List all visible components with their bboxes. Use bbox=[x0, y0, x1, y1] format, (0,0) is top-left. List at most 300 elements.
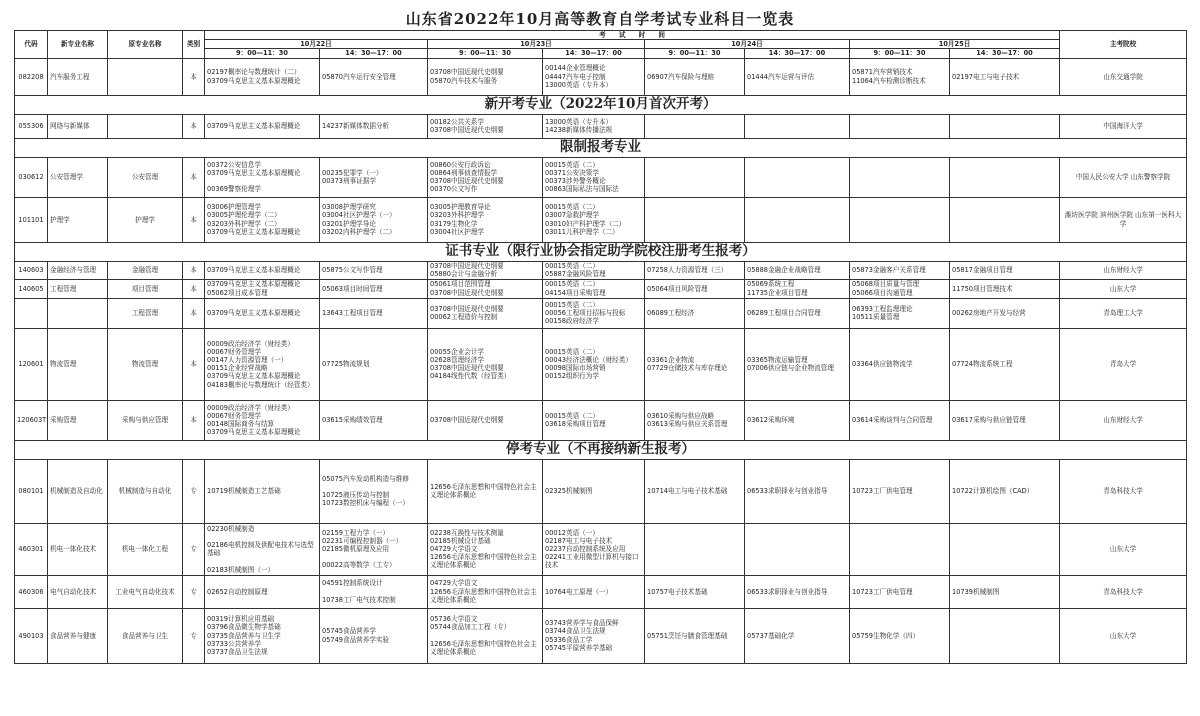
course-entry: 00147人力资源管理（一） bbox=[207, 355, 288, 364]
exam-slot-cell bbox=[850, 575, 950, 608]
exam-slot-cell bbox=[543, 58, 645, 95]
course-entry: 13643工程项目管理 bbox=[322, 309, 383, 317]
course-entry: 03361企业物流 bbox=[647, 355, 695, 364]
major-level: 本 bbox=[183, 298, 205, 328]
course-entry: 00009政治经济学（财经类） bbox=[207, 403, 294, 412]
course-entry: 02241工业用微型计算机与接口技术 bbox=[545, 553, 639, 570]
old-major-name: 物流管理 bbox=[108, 328, 183, 400]
course-entry: 05737基础化学 bbox=[747, 631, 795, 640]
course-entry: 04729大学语文 bbox=[430, 579, 478, 588]
course-entry: 03203外科护理学（二） bbox=[207, 219, 281, 228]
course-entry: 00864刑事侦查情报学 bbox=[430, 168, 498, 177]
course-entry: 03708中国近现代史纲要 bbox=[430, 177, 504, 186]
course-entry: 03179生物化学 bbox=[430, 219, 478, 228]
course-entry: 04183概率论与数理统计（经管类） bbox=[207, 380, 314, 389]
course-entry: 03708中国近现代史纲要 bbox=[430, 288, 504, 297]
course-entry: 03011儿科护理学（二） bbox=[545, 227, 619, 236]
exam-slot-cell bbox=[850, 197, 950, 242]
course-entry: 03618采购项目管理 bbox=[545, 420, 606, 429]
host-school: 中国人民公安大学 山东警察学院 bbox=[1060, 157, 1187, 197]
course-entry: 00369警察伦理学 bbox=[207, 185, 261, 194]
course-entry: 00015英语（二） bbox=[545, 280, 599, 289]
course-entry: 05749食品营养学实验 bbox=[322, 635, 390, 644]
course-entry: 03743营养学与食品保鲜 bbox=[545, 619, 619, 628]
exam-slot-cell bbox=[850, 58, 950, 95]
header-old-major: 原专业名称 bbox=[108, 31, 183, 59]
course-entry: 00262房地产开发与经营 bbox=[952, 309, 1026, 317]
header-slot: 14：30—17：00 bbox=[950, 49, 1060, 58]
course-entry: 00370公文写作 bbox=[430, 185, 478, 194]
exam-slot-cell bbox=[745, 459, 850, 523]
course-entry: 05068项目质量与管理 bbox=[852, 280, 920, 289]
course-entry: 03796食品微生物学基础 bbox=[207, 623, 281, 632]
exam-slot-cell bbox=[950, 608, 1060, 663]
course-entry: 02325机械制图 bbox=[545, 487, 593, 495]
exam-slot-cell bbox=[645, 575, 745, 608]
table-row bbox=[15, 197, 1187, 242]
exam-slot-cell bbox=[320, 58, 428, 95]
course-entry: 02183机械制图（一） bbox=[207, 565, 275, 574]
major-level: 本 bbox=[183, 157, 205, 197]
exam-slot-cell bbox=[205, 114, 320, 138]
course-entry: 05871汽车营销技术 bbox=[852, 68, 913, 77]
course-entry: 00015英语（二） bbox=[545, 160, 599, 169]
exam-slot-cell bbox=[950, 197, 1060, 242]
exam-slot-cell bbox=[745, 261, 850, 279]
exam-slot-cell bbox=[850, 298, 950, 328]
old-major-name: 金融管理 bbox=[108, 261, 183, 279]
course-entry: 00860公安行政诉讼 bbox=[430, 160, 491, 169]
course-entry: 02652自动控制原理 bbox=[207, 587, 268, 596]
exam-slot-cell bbox=[205, 328, 320, 400]
new-major-name: 金融经济与管理 bbox=[48, 261, 108, 279]
course-entry: 03708中国近现代史纲要 bbox=[430, 126, 504, 135]
exam-slot-cell bbox=[428, 400, 543, 440]
exam-slot-cell bbox=[850, 328, 950, 400]
course-entry: 02231可编程控制器（一） bbox=[322, 536, 403, 545]
course-entry: 13000英语（专升本） bbox=[545, 117, 613, 126]
course-entry: 00015英语（二） bbox=[545, 300, 599, 309]
old-major-name bbox=[108, 114, 183, 138]
host-school: 青岛大学 bbox=[1060, 328, 1187, 400]
course-entry: 10719机械制造工艺基础 bbox=[207, 487, 281, 495]
header-slot: 14：30—17：00 bbox=[745, 49, 850, 58]
major-level: 专 bbox=[183, 523, 205, 575]
header-date: 10月25日 bbox=[850, 40, 1060, 49]
major-code: 140605 bbox=[15, 279, 48, 298]
course-entry: 05061项目范围管理 bbox=[430, 280, 491, 289]
course-entry: 00863国际私法与国际法 bbox=[545, 185, 619, 194]
major-code: 140603 bbox=[15, 261, 48, 279]
course-entry: 03004社区护理学（一） bbox=[322, 211, 396, 220]
exam-slot-cell bbox=[320, 459, 428, 523]
course-entry: 10714电工与电子技术基础 bbox=[647, 487, 728, 495]
exam-slot-cell bbox=[543, 608, 645, 663]
exam-slot-cell bbox=[543, 261, 645, 279]
exam-slot-cell bbox=[850, 523, 950, 575]
exam-slot-cell bbox=[428, 157, 543, 197]
course-entry: 06393工程监理理论 bbox=[852, 304, 913, 313]
course-entry: 03708中国近现代史纲要 bbox=[430, 68, 504, 77]
exam-slot-cell bbox=[205, 197, 320, 242]
exam-slot-cell bbox=[850, 261, 950, 279]
header-school: 主考院校 bbox=[1060, 31, 1187, 59]
course-entry: 05745食品营养学 bbox=[322, 627, 376, 636]
host-school: 山东交通学院 bbox=[1060, 58, 1187, 95]
header-slot: 14：30—17：00 bbox=[543, 49, 645, 58]
new-major-name: 护理学 bbox=[48, 197, 108, 242]
old-major-name: 工程管理 bbox=[108, 298, 183, 328]
table-row bbox=[15, 575, 1187, 608]
course-entry: 07006供应链与企业物流管理 bbox=[747, 364, 834, 373]
header-new-major: 新专业名称 bbox=[48, 31, 108, 59]
header-level: 类别 bbox=[183, 31, 205, 59]
course-entry: 03708中国近现代史纲要 bbox=[430, 261, 504, 270]
course-entry: 06289工程项目合同管理 bbox=[747, 309, 821, 317]
course-entry: 00373刑事证据学 bbox=[322, 177, 376, 186]
exam-slot-cell bbox=[850, 157, 950, 197]
course-entry: 06089工程经济 bbox=[647, 309, 695, 317]
course-entry: 03364供应链物流学 bbox=[852, 360, 913, 368]
exam-slot-cell bbox=[205, 400, 320, 440]
course-entry: 07724物流系统工程 bbox=[952, 360, 1013, 368]
new-major-name: 公安管理学 bbox=[48, 157, 108, 197]
course-entry: 04184线性代数（经管类） bbox=[430, 372, 511, 381]
exam-slot-cell bbox=[543, 197, 645, 242]
course-entry: 10764电工原理（一） bbox=[545, 587, 613, 596]
course-entry: 10723数控机床与编程（一） bbox=[322, 499, 409, 508]
exam-slot-cell bbox=[205, 575, 320, 608]
course-entry: 12656毛泽东思想和中国特色社会主义理论体系概论 bbox=[430, 587, 537, 604]
old-major-name: 护理学 bbox=[108, 197, 183, 242]
section-title: 限制报考专业 bbox=[15, 138, 1187, 157]
course-entry: 05069系统工程 bbox=[747, 280, 795, 289]
exam-slot-cell bbox=[745, 298, 850, 328]
table-row bbox=[15, 459, 1187, 523]
exam-slot-cell bbox=[950, 58, 1060, 95]
table-row bbox=[15, 279, 1187, 298]
course-entry: 05817金融项目管理 bbox=[952, 266, 1013, 274]
course-entry: 03007急救护理学 bbox=[545, 211, 599, 220]
course-entry: 12656毛泽东思想和中国特色社会主义理论体系概论 bbox=[430, 639, 537, 656]
exam-slot-cell bbox=[745, 197, 850, 242]
exam-slot-cell bbox=[850, 279, 950, 298]
exam-slot-cell bbox=[543, 523, 645, 575]
course-entry: 05066项目沟通管理 bbox=[852, 288, 913, 297]
exam-slot-cell bbox=[543, 298, 645, 328]
course-entry: 05745平原营养学基础 bbox=[545, 643, 613, 652]
host-school: 中国海洋大学 bbox=[1060, 114, 1187, 138]
course-entry: 05075汽车发动机构造与维修 bbox=[322, 474, 409, 483]
course-entry: 10723工厂供电管理 bbox=[852, 587, 913, 596]
exam-slot-cell bbox=[950, 279, 1060, 298]
major-level: 本 bbox=[183, 197, 205, 242]
exam-slot-cell bbox=[543, 114, 645, 138]
course-entry: 10723工厂供电管理 bbox=[852, 487, 913, 495]
exam-slot-cell bbox=[428, 114, 543, 138]
exam-slot-cell bbox=[320, 157, 428, 197]
course-entry: 00319计算机应用基础 bbox=[207, 615, 275, 624]
exam-slot-cell bbox=[745, 114, 850, 138]
course-entry: 03008护理学研究 bbox=[322, 203, 376, 212]
exam-slot-cell bbox=[205, 58, 320, 95]
course-entry: 03365物流运输管理 bbox=[747, 355, 808, 364]
exam-slot-cell bbox=[543, 279, 645, 298]
course-entry: 06907汽车保险与理赔 bbox=[647, 72, 715, 81]
table-row bbox=[15, 523, 1187, 575]
table-row bbox=[15, 58, 1187, 95]
exam-slot-cell bbox=[428, 279, 543, 298]
course-entry: 05873金融客户关系管理 bbox=[852, 266, 926, 274]
course-entry: 10725液压传动与控制 bbox=[322, 491, 390, 500]
course-entry: 03735食品营养与卫生学 bbox=[207, 631, 281, 640]
major-code: 030612 bbox=[15, 157, 48, 197]
exam-slot-cell bbox=[745, 575, 850, 608]
major-level: 专 bbox=[183, 608, 205, 663]
course-entry: 05888金融企业战略管理 bbox=[747, 266, 821, 274]
table-row bbox=[15, 400, 1187, 440]
header-exam-time: 考 试 时 间 bbox=[205, 31, 1060, 40]
old-major-name: 食品营养与卫生 bbox=[108, 608, 183, 663]
course-entry: 03708中国近现代史纲要 bbox=[430, 364, 504, 373]
exam-slot-cell bbox=[745, 58, 850, 95]
course-entry: 00056工程项目招标与投标 bbox=[545, 309, 626, 317]
exam-slot-cell bbox=[645, 261, 745, 279]
exam-slot-cell bbox=[850, 459, 950, 523]
major-code: 101101 bbox=[15, 197, 48, 242]
course-entry: 02197电工与电子技术 bbox=[952, 72, 1020, 81]
exam-slot-cell bbox=[205, 459, 320, 523]
course-entry: 00373涉外警务概论 bbox=[545, 177, 606, 186]
old-major-name: 机电一体化工程 bbox=[108, 523, 183, 575]
exam-slot-cell bbox=[645, 523, 745, 575]
course-entry: 03708中国近现代史纲要 bbox=[430, 304, 504, 313]
schedule-body bbox=[15, 58, 1187, 663]
course-entry: 03744食品卫生法规 bbox=[545, 627, 606, 636]
course-entry: 00043经济法概论（财经类） bbox=[545, 355, 632, 364]
course-entry: 00371公安决策学 bbox=[545, 168, 599, 177]
course-entry: 05064项目风险管理 bbox=[647, 284, 708, 293]
course-entry: 05759生物化学（四） bbox=[852, 631, 920, 640]
major-code: 120603T bbox=[15, 400, 48, 440]
course-entry: 03615采购绩效管理 bbox=[322, 416, 383, 424]
course-entry: 03708中国近现代史纲要 bbox=[430, 416, 504, 424]
course-entry bbox=[207, 533, 317, 541]
course-entry: 07729仓储技术与库存理论 bbox=[647, 364, 728, 373]
exam-slot-cell bbox=[320, 261, 428, 279]
host-school: 山东财经大学 bbox=[1060, 261, 1187, 279]
major-level: 本 bbox=[183, 114, 205, 138]
section-header bbox=[15, 138, 1187, 157]
exam-slot-cell bbox=[745, 400, 850, 440]
table-row bbox=[15, 114, 1187, 138]
exam-slot-cell bbox=[745, 157, 850, 197]
exam-slot-cell bbox=[320, 328, 428, 400]
new-major-name: 网络与新媒体 bbox=[48, 114, 108, 138]
old-major-name: 公安管理 bbox=[108, 157, 183, 197]
course-entry: 02237自动控制系统及应用 bbox=[545, 545, 626, 553]
course-entry: 00144企业管理概论 bbox=[545, 64, 606, 73]
course-entry: 03709马克思主义基本原理概论 bbox=[207, 309, 301, 317]
course-entry: 03617采购与供应链管理 bbox=[952, 416, 1026, 424]
host-school: 山东大学 bbox=[1060, 608, 1187, 663]
header-slot: 9：00—11：30 bbox=[428, 49, 543, 58]
course-entry: 11735企业项目管理 bbox=[747, 288, 808, 297]
exam-slot-cell bbox=[645, 608, 745, 663]
host-school: 青岛理工大学 bbox=[1060, 298, 1187, 328]
old-major-name bbox=[108, 58, 183, 95]
exam-slot-cell bbox=[320, 298, 428, 328]
host-school: 青岛科技大学 bbox=[1060, 575, 1187, 608]
course-entry: 14238新媒体传播法规 bbox=[545, 126, 613, 135]
section-header bbox=[15, 242, 1187, 261]
schedule-table bbox=[14, 30, 1187, 664]
exam-slot-cell bbox=[320, 279, 428, 298]
course-entry: 12656毛泽东思想和中国特色社会主义理论体系概论 bbox=[430, 482, 537, 500]
new-major-name: 机械制造及自动化 bbox=[48, 459, 108, 523]
header-date: 10月24日 bbox=[645, 40, 850, 49]
header-slot: 9：00—11：30 bbox=[850, 49, 950, 58]
new-major-name: 汽车服务工程 bbox=[48, 58, 108, 95]
major-level: 本 bbox=[183, 328, 205, 400]
new-major-name: 物流管理 bbox=[48, 328, 108, 400]
section-title: 停考专业（不再接纳新生报考） bbox=[15, 440, 1187, 459]
course-entry: 02230机械制造 bbox=[207, 524, 255, 533]
major-level: 专 bbox=[183, 459, 205, 523]
exam-slot-cell bbox=[950, 523, 1060, 575]
course-entry: 02185微机原理及应用 bbox=[322, 545, 390, 553]
exam-slot-cell bbox=[850, 400, 950, 440]
exam-slot-cell bbox=[205, 523, 320, 575]
exam-slot-cell bbox=[850, 114, 950, 138]
course-entry: 03737食品卫生法规 bbox=[207, 647, 268, 656]
course-entry: 00015英语（二） bbox=[545, 411, 599, 420]
exam-slot-cell bbox=[428, 523, 543, 575]
section-title: 新开考专业（2022年10月首次开考） bbox=[15, 95, 1187, 114]
course-entry: 00098国际市场营销 bbox=[545, 364, 606, 373]
course-entry: 05736大学语文 bbox=[430, 615, 478, 624]
section-title: 证书专业（限行业协会指定助学院校注册考生报考） bbox=[15, 242, 1187, 261]
header-date: 10月23日 bbox=[428, 40, 645, 49]
exam-slot-cell bbox=[428, 608, 543, 663]
course-entry: 00015英语（二） bbox=[545, 261, 599, 270]
course-entry: 05063项目时间管理 bbox=[322, 284, 383, 293]
exam-slot-cell bbox=[950, 575, 1060, 608]
exam-slot-cell bbox=[745, 279, 850, 298]
course-entry: 11064汽车检测诊断技术 bbox=[852, 76, 926, 85]
course-entry bbox=[430, 632, 540, 640]
exam-slot-cell bbox=[950, 261, 1060, 279]
course-entry: 03709马克思主义基本原理概论 bbox=[207, 168, 301, 177]
new-major-name: 电气自动化技术 bbox=[48, 575, 108, 608]
header-slot: 14：30—17：00 bbox=[320, 49, 428, 58]
exam-slot-cell bbox=[950, 298, 1060, 328]
header-slot: 9：00—11：30 bbox=[205, 49, 320, 58]
course-entry: 03709马克思主义基本原理概论 bbox=[207, 372, 301, 381]
major-code: 490103 bbox=[15, 608, 48, 663]
course-entry: 04591控制系统设计 bbox=[322, 579, 383, 588]
course-entry: 05870汽车运行安全管理 bbox=[322, 72, 396, 81]
host-school: 潍坊医学院 滨州医学院 山东第一医科大学 bbox=[1060, 197, 1187, 242]
exam-slot-cell bbox=[320, 575, 428, 608]
course-entry: 04729大学语文 bbox=[430, 545, 478, 553]
exam-slot-cell bbox=[428, 58, 543, 95]
exam-slot-cell bbox=[850, 608, 950, 663]
exam-slot-cell bbox=[205, 279, 320, 298]
course-entry: 00009政治经济学（财经类） bbox=[207, 339, 294, 348]
new-major-name: 采购管理 bbox=[48, 400, 108, 440]
exam-slot-cell bbox=[320, 400, 428, 440]
exam-slot-cell bbox=[645, 400, 745, 440]
exam-slot-cell bbox=[428, 459, 543, 523]
course-entry: 05336食品工学 bbox=[545, 635, 593, 644]
table-row bbox=[15, 298, 1187, 328]
exam-slot-cell bbox=[428, 328, 543, 400]
course-entry: 06533求职择业与创业指导 bbox=[747, 487, 828, 495]
exam-slot-cell bbox=[543, 157, 645, 197]
course-entry: 13000英语（专升本） bbox=[545, 80, 613, 89]
exam-slot-cell bbox=[950, 328, 1060, 400]
course-entry: 03709马克思主义基本原理概论 bbox=[207, 122, 301, 130]
old-major-name: 项目管理 bbox=[108, 279, 183, 298]
course-entry: 07258人力资源管理（三） bbox=[647, 266, 728, 274]
new-major-name bbox=[48, 298, 108, 328]
exam-slot-cell bbox=[645, 459, 745, 523]
course-entry: 02159工程力学（一） bbox=[322, 528, 390, 537]
course-entry: 00148国际商务与结算 bbox=[207, 420, 275, 429]
table-row bbox=[15, 261, 1187, 279]
course-entry: 03006护理管理学 bbox=[207, 203, 261, 212]
course-entry: 03709马克思主义基本原理概论 bbox=[207, 266, 301, 274]
new-major-name: 机电一体化技术 bbox=[48, 523, 108, 575]
course-entry: 02187电工与电子技术 bbox=[545, 536, 613, 545]
course-entry: 02186电机控制及供配电技术与选型基础 bbox=[207, 540, 314, 558]
host-school: 山东大学 bbox=[1060, 279, 1187, 298]
course-entry bbox=[322, 483, 425, 491]
exam-slot-cell bbox=[205, 298, 320, 328]
major-code: 460306 bbox=[15, 575, 48, 608]
major-code: 120601 bbox=[15, 328, 48, 400]
course-entry: 00372公安信息学 bbox=[207, 160, 261, 169]
course-entry: 02238互换性与技术测量 bbox=[430, 528, 504, 537]
old-major-name: 工业电气自动化技术 bbox=[108, 575, 183, 608]
course-entry bbox=[207, 557, 317, 565]
course-entry: 03709马克思主义基本原理概论 bbox=[207, 428, 301, 437]
course-entry: 05887金融风险管理 bbox=[545, 270, 606, 279]
course-entry: 05870汽车技术与服务 bbox=[430, 76, 498, 85]
course-entry: 03612采购环境 bbox=[747, 416, 795, 424]
exam-slot-cell bbox=[950, 459, 1060, 523]
course-entry: 05062项目成本管理 bbox=[207, 288, 268, 297]
page-title: 山东省2022年10月高等教育自学考试专业科目一览表 bbox=[405, 10, 795, 28]
course-entry: 00015英语（二） bbox=[545, 203, 599, 212]
exam-slot-cell bbox=[645, 279, 745, 298]
course-entry: 10739机械制图 bbox=[952, 587, 1000, 596]
old-major-name: 采购与供应管理 bbox=[108, 400, 183, 440]
exam-slot-cell bbox=[745, 523, 850, 575]
exam-slot-cell bbox=[205, 157, 320, 197]
exam-slot-cell bbox=[645, 197, 745, 242]
course-entry: 05880会计与金融分析 bbox=[430, 270, 498, 279]
course-entry: 01444汽车运营与评估 bbox=[747, 72, 815, 81]
course-entry: 00151企业经营战略 bbox=[207, 364, 268, 373]
major-code: 055306 bbox=[15, 114, 48, 138]
exam-slot-cell bbox=[645, 58, 745, 95]
course-entry: 10738工厂电气技术控制 bbox=[322, 595, 396, 604]
exam-schedule-sheet bbox=[14, 8, 1186, 664]
new-major-name: 工程管理 bbox=[48, 279, 108, 298]
course-entry: 02197概率论与数理统计（二） bbox=[207, 68, 301, 77]
